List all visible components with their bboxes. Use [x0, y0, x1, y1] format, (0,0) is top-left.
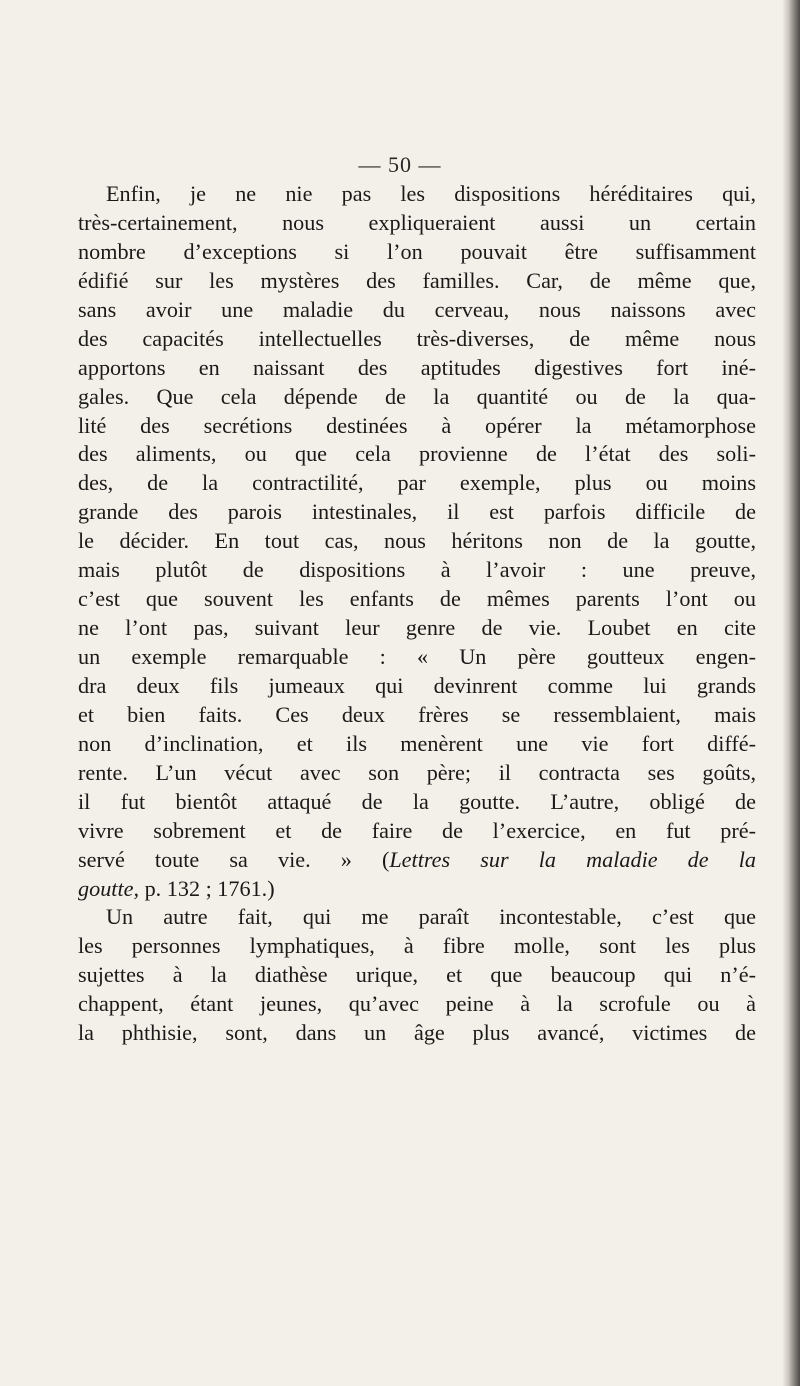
page-number: — 50 — — [358, 152, 442, 177]
text-line: mais plutôt de dispositions à l’avoir : une preuve, — [78, 557, 756, 583]
text-line: c’est que souvent les enfants de mêmes parents l’ont ou — [78, 586, 756, 612]
text-line: vivre sobrement et de faire de l’exercice, en fut pré- — [78, 817, 756, 843]
text-line: sans avoir une maladie du cerveau, nous naissons avec — [78, 296, 756, 322]
text-line: il fut bientôt attaqué de la goutte. L’autre, obligé de — [78, 788, 756, 814]
text-line: et bien faits. Ces deux frères se ressemblaient, mais — [78, 701, 756, 727]
text-line: la phthisie, sont, dans un âge plus avancé, victimes de — [78, 1020, 756, 1046]
text-line: sujettes à la diathèse urique, et que beaucoup qui n’é- — [78, 962, 756, 988]
text-line: nombre d’exceptions si l’on pouvait être suffisamment — [78, 238, 756, 264]
text-line: ne l’ont pas, suivant leur genre de vie. Loubet en cite — [78, 615, 756, 641]
text-line: dra deux fils jumeaux qui devinrent comme lui grands — [78, 672, 756, 698]
citation-lead: servé toute sa vie. » ( — [78, 846, 390, 872]
text-line: les personnes lymphatiques, à fibre molle, sont les plus — [78, 933, 756, 959]
text-line: grande des parois intestinales, il est parfois difficile de — [78, 499, 756, 525]
body-text — [78, 180, 756, 1048]
text-line: Enfin, je ne nie pas les dispositions héréditaires qui, — [106, 181, 756, 206]
page-edge-shadow — [782, 0, 800, 1386]
text-line: des aliments, ou que cela provienne de l’état des soli- — [78, 441, 756, 467]
text-line: gales. Que cela dépende de la quantité ou de la qua- — [78, 383, 756, 409]
text-line: rente. L’un vécut avec son père; il contracta ses goûts, — [78, 759, 756, 785]
text-line: Un autre fait, qui me paraît incontestable, c’est que — [106, 904, 756, 930]
citation-title: Lettres sur la maladie de la — [389, 846, 756, 872]
text-line: des capacités intellectuelles très-diverses, de même nous — [78, 325, 756, 351]
text-line: non d’inclination, et ils menèrent une vie fort diffé- — [78, 730, 756, 756]
text-line-with-citation — [78, 875, 756, 904]
text-line: lité des secrétions destinées à opérer la métamorphose — [78, 412, 756, 438]
citation-title-end: goutte, — [78, 875, 140, 901]
citation-reference: p. 132 ; 1761.) — [139, 875, 275, 901]
text-line: apportons en naissant des aptitudes digestives fort iné- — [78, 354, 756, 380]
text-line-with-citation — [78, 846, 756, 875]
text-line: des, de la contractilité, par exemple, plus ou moins — [78, 470, 756, 496]
text-line: le décider. En tout cas, nous héritons non de la goutte, — [78, 528, 756, 554]
text-line: édifié sur les mystères des familles. Car, de même que, — [78, 267, 756, 293]
text-line: très-certainement, nous expliqueraient aussi un certain — [78, 209, 756, 235]
text-line: chappent, étant jeunes, qu’avec peine à la scrofule ou à — [78, 991, 756, 1017]
text-line: un exemple remarquable : « Un père goutteux engen- — [78, 644, 756, 669]
